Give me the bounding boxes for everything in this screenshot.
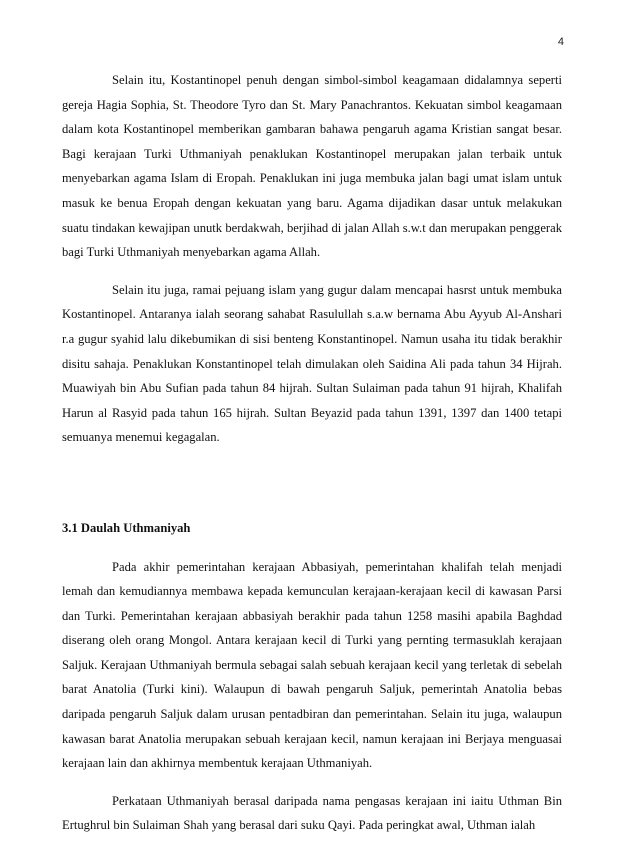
section-heading: 3.1 Daulah Uthmaniyah	[62, 520, 191, 535]
paragraph-fallen-fighters: Selain itu juga, ramai pejuang islam yang gugur dalam mencapai hasrst untuk membuka Kostantinopel. Antaranya ialah seorang sahabat Rasulullah s.a.w bernama Abu Ayyub Al-Anshari r.a gugur syahid lalu dikebumikan di sisi benteng Konstantinopel. Namun usaha itu tidak berakhir disitu sahaja. Penaklukan Konstantinopel telah dimulakan oleh Saidina Ali pada tahun 34 Hijrah. Muawiyah bin Abu Sufian pada tahun 84 hijrah. Sultan Sulaiman pada tahun 91 hijrah, Khalifah Harun al Rasyid pada tahun 165 hijrah. Sultan Beyazid pada tahun 1391, 1397 dan 1400 tetapi semuanya menemui kegagalan.	[62, 282, 562, 445]
paragraph-end-of-abbasid: Pada akhir pemerintahan kerajaan Abbasiyah, pemerintahan khalifah telah menjadi lemah dan kemudiannya membawa kepada kemunculan kerajaan-kerajaan kecil di kawasan Parsi dan Turki. Pemerintahan kerajaan abbasiyah berakhir pada tahun 1258 masihi apabila Baghdad diserang oleh orang Mongol. Antara kerajaan kecil di Turki yang pernting termasuklah kerajaan Saljuk. Kerajaan Uthmaniyah bermula sebagai salah sebuah kerajaan kecil yang terletak di sebelah barat Anatolia (Turki kini). Walaupun di bawah pengaruh Saljuk, pemerintah Anatolia bebas daripada pengaruh Saljuk dalam urusan pentadbiran dan pemerintahan. Selain itu juga, walaupun kawasan barat Anatolia merupakan sebuah kerajaan kecil, namun kerajaan ini Berjaya menguasai kerajaan lain dan akhirnya membentuk kerajaan Uthmaniyah.	[62, 559, 562, 771]
paragraph-symbols-of-constantinople: Selain itu, Kostantinopel penuh dengan simbol-simbol keagamaan didalamnya seperti gereja Hagia Sophia, St. Theodore Tyro dan St. Mary Panachrantos. Kekuatan simbol keagamaan dalam kota Kostantinopel memberikan gambaran bahawa pengaruh agama Kristian sangat besar. Bagi kerajaan Turki Uthmaniyah penaklukan Kostantinopel merupakan jalan terbaik untuk menyebarkan agama Islam di Eropah. Penaklukan ini juga membuka jalan bagi umat islam untuk masuk ke benua Eropah dengan kekuatan yang baru. Agama dijadikan dasar untuk melakukan suatu tindakan kewajipan unutk berdakwah, berjihad di jalan Allah s.w.t dan merupakan penggerak bagi Turki Uthmaniyah menyebarkan agama Allah.	[62, 73, 562, 260]
paragraph-origin-of-name: Perkataan Uthmaniyah berasal daripada nama pengasas kerajaan ini iaitu Uthman Bin Ertughrul bin Sulaiman Shah yang berasal dari suku Qayi. Pada peringkat awal, Uthman ialah	[62, 793, 562, 833]
page-number: 4	[557, 36, 564, 48]
document-body	[62, 68, 562, 850]
